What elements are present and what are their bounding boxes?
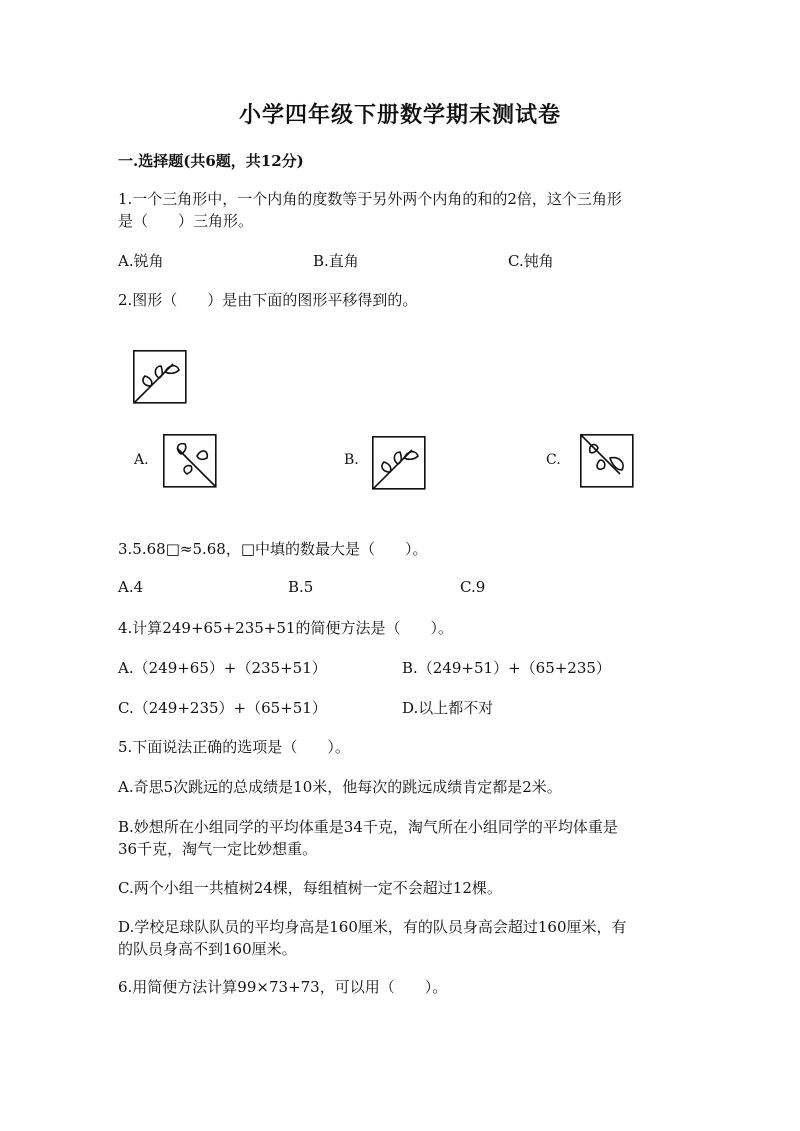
q2-option-c-label: C. [546, 452, 561, 468]
q1-option-a: A.锐角 [118, 252, 164, 270]
q1-option-b: B.直角 [313, 252, 359, 270]
q2-option-a-figure [163, 434, 217, 488]
reference-leaf-figure [133, 350, 187, 404]
question-2-text: 2.图形（ ）是由下面的图形平移得到的。 [118, 291, 418, 309]
q4-option-d: D.以上都不对 [402, 699, 494, 717]
question-3-text: 3.5.68□≈5.68，□中填的数最大是（ ）。 [118, 540, 428, 558]
q4-option-a: A.（249+65）+（235+51） [118, 659, 327, 677]
q5-option-b-line-1: B.妙想所在小组同学的平均体重是34千克，淘气所在小组同学的平均体重是 [118, 818, 618, 836]
q3-option-b: B.5 [288, 578, 314, 596]
q2-option-a-label: A. [134, 452, 149, 468]
page-title: 小学四年级下册数学期末测试卷 [238, 102, 561, 128]
q2-option-b-label: B. [344, 452, 359, 468]
question-6-text: 6.用简便方法计算99×73+73，可以用（ ）。 [118, 978, 448, 996]
question-1-line-1: 1.一个三角形中，一个内角的度数等于另外两个内角的和的2倍，这个三角形 [118, 190, 622, 208]
q5-option-d-line-2: 的队员身高不到160厘米。 [118, 940, 297, 958]
q2-option-b-figure [372, 436, 426, 490]
q5-option-a: A.奇思5次跳远的总成绩是10米，他每次的跳远成绩肯定都是2米。 [118, 778, 562, 796]
q4-option-b: B.（249+51）+（65+235） [402, 659, 611, 677]
section-heading: 一.选择题(共6题，共12分) [118, 152, 304, 170]
q5-option-b-line-2: 36千克，淘气一定比妙想重。 [118, 840, 318, 858]
q3-option-c: C.9 [460, 578, 486, 596]
question-5-text: 5.下面说法正确的选项是（ ）。 [118, 738, 350, 756]
q1-option-c: C.钝角 [508, 252, 554, 270]
q3-option-a: A.4 [118, 578, 144, 596]
question-1-line-2: 是（ ）三角形。 [118, 212, 254, 230]
q5-option-d-line-1: D.学校足球队队员的平均身高是160厘米，有的队员身高会超过160厘米，有 [118, 918, 627, 936]
q2-option-c-figure [580, 434, 634, 488]
q5-option-c: C.两个小组一共植树24棵，每组植树一定不会超过12棵。 [118, 879, 502, 897]
q4-option-c: C.（249+235）+（65+51） [118, 699, 327, 717]
question-4-text: 4.计算249+65+235+51的简便方法是（ ）。 [118, 619, 453, 637]
